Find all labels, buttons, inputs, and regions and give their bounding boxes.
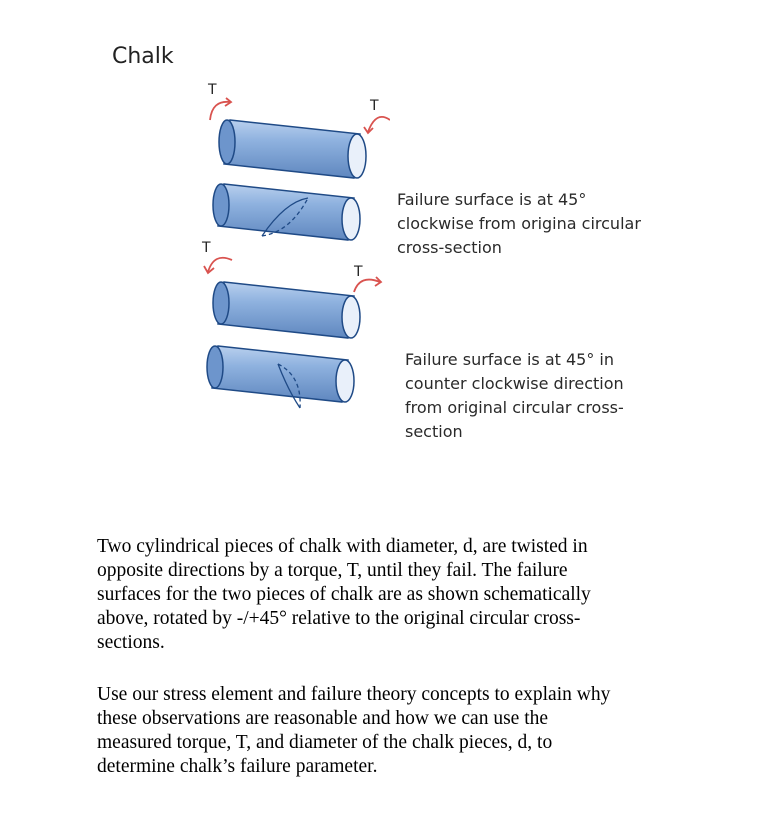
paragraph-line: above, rotated by -/+45° relative to the original circular cross- xyxy=(97,608,581,629)
problem-paragraph-1 xyxy=(97,535,697,655)
problem-paragraph-2 xyxy=(97,683,697,779)
note-line: counter clockwise direction xyxy=(405,374,624,393)
cylinder-3 xyxy=(213,282,360,338)
paragraph-line: sections. xyxy=(97,632,165,653)
note-line: section xyxy=(405,422,463,441)
paragraph-line: Two cylindrical pieces of chalk with diameter, d, are twisted in xyxy=(97,536,588,557)
failure-note-counterclockwise xyxy=(405,348,624,444)
paragraph-line: opposite directions by a torque, T, until they fail. The failure xyxy=(97,560,568,581)
torque-label: T xyxy=(208,82,217,98)
cylinder-2-fractured xyxy=(213,184,360,240)
torque-label: T xyxy=(202,240,211,256)
note-line: Failure surface is at 45° xyxy=(397,190,587,209)
cylinder-1 xyxy=(219,120,366,178)
torque-label: T xyxy=(354,264,363,280)
cylinder-4-fractured xyxy=(207,346,354,408)
paragraph-line: surfaces for the two pieces of chalk are as shown schematically xyxy=(97,584,591,605)
note-line: cross-section xyxy=(397,238,502,257)
torque-label: T xyxy=(370,98,379,114)
failure-note-clockwise xyxy=(397,188,641,260)
paragraph-line: measured torque, T, and diameter of the chalk pieces, d, to xyxy=(97,732,553,753)
paragraph-line: determine chalk’s failure parameter. xyxy=(97,756,378,777)
chalk-torsion-figure xyxy=(190,80,390,420)
paragraph-line: these observations are reasonable and how we can use the xyxy=(97,708,549,729)
note-line: clockwise from origina circular xyxy=(397,214,641,233)
paragraph-line: Use our stress element and failure theory concepts to explain why xyxy=(97,684,611,705)
note-line: from original circular cross- xyxy=(405,398,624,417)
page-heading: Chalk xyxy=(112,44,174,69)
note-line: Failure surface is at 45° in xyxy=(405,350,615,369)
